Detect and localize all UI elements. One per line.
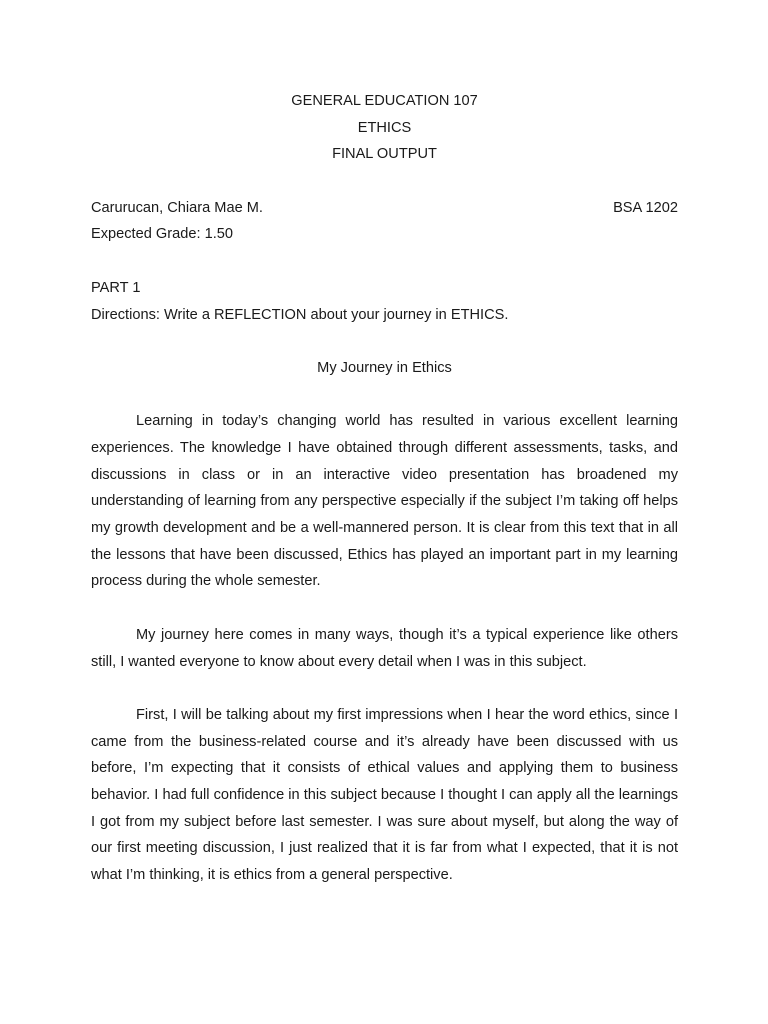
spacer xyxy=(91,168,678,195)
expected-grade: Expected Grade: 1.50 xyxy=(91,226,233,243)
spacer xyxy=(91,595,678,622)
part-label: PART 1 xyxy=(91,279,141,296)
subject-heading: ETHICS xyxy=(357,119,412,136)
student-section: BSA 1202 xyxy=(613,199,678,216)
spacer xyxy=(91,248,678,275)
spacer xyxy=(91,675,678,702)
student-name: Carurucan, Chiara Mae M. xyxy=(91,199,263,216)
spacer xyxy=(91,382,678,409)
directions: Directions: Write a REFLECTION about your journey in ETHICS. xyxy=(91,306,509,323)
course-heading: GENERAL EDUCATION 107 xyxy=(291,93,478,109)
essay-paragraph: First, I will be talking about my first impressions when I hear the word ethics, since I came from the business-related course and it’s already have been discussed with us before, I’m expecting that it consists of ethical values and applying them to business behavior. I had full confidence in this subject because I thought I can apply all the learnings I got from my subject before last semester. I was sure about myself, but along the way of our first meeting discussion, I just realized that it is far from what I expected, that it is not what I’m thinking, it is ethics from a general perspective. xyxy=(91,706,678,884)
essay-paragraph: My journey here comes in many ways, though it’s a typical experience like others still, I wanted everyone to know about every detail when I was in this subject. xyxy=(91,626,678,670)
spacer xyxy=(91,328,678,355)
essay-title: My Journey in Ethics xyxy=(317,359,452,376)
student-info-row xyxy=(91,195,678,222)
output-heading: FINAL OUTPUT xyxy=(332,146,437,163)
essay-paragraph: Learning in today’s changing world has resulted in various excellent learning experiences. The knowledge I have obtained through different assessments, tasks, and discussions in class or in an interactive video presentation has broadened my understanding of learning from any perspective especially if the subject I’m taking off helps my growth development and be a well-mannered person. It is clear from this text that in all the lessons that have been discussed, Ethics has played an important part in my learning process during the whole semester. xyxy=(91,413,678,590)
document-body xyxy=(91,88,678,889)
